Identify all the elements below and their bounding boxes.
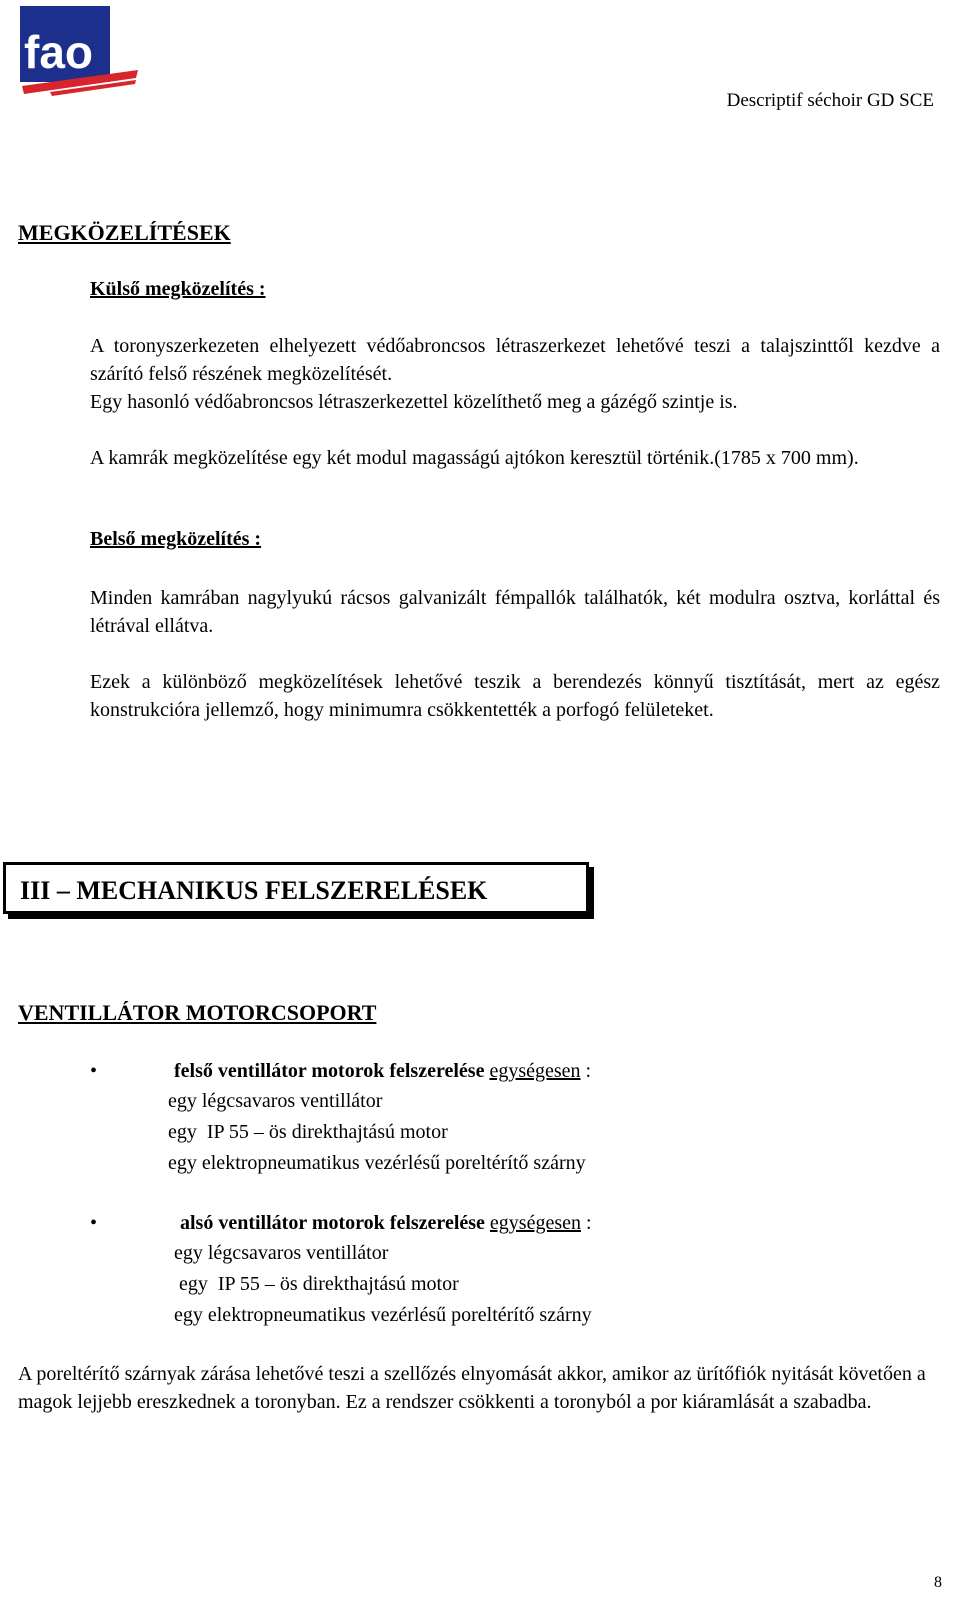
section-title: III – MECHANIKUS FELSZERELÉSEK: [20, 876, 488, 905]
fan-group-heading: VENTILLÁTOR MOTORCSOPORT: [18, 1000, 377, 1025]
internal-approach-paragraph-1: Minden kamrában nagylyukú rácsos galvanizált fémpallók találhatók, két modulra osztva, korláttal és létrával ellátva.: [90, 587, 940, 637]
external-approach-paragraph-2: Egy hasonló védőabroncsos létraszerkezettel közelíthető meg a gázégő szintje is.: [90, 391, 738, 413]
external-approach-paragraph-1: A toronyszerkezeten elhelyezett védőabroncsos létraszerkezet lehetővé teszi a talajszinttől kezdve a szárító felső részének megközelítését.: [90, 335, 940, 385]
lower-fan-item: egy IP 55 – ös direkthajtású motor: [174, 1273, 459, 1295]
fao-logo: [20, 6, 140, 98]
upper-bullet: •: [90, 1060, 98, 1082]
upper-fan-item: egy légcsavaros ventillátor: [168, 1090, 383, 1112]
lower-fan-title-suffix: :: [581, 1212, 592, 1234]
logo-text: fao: [24, 26, 93, 78]
upper-fan-title-bold: felső ventillátor motorok felszerelése: [174, 1060, 485, 1082]
upper-fan-title: [174, 1060, 591, 1083]
closing-paragraph: A poreltérítő szárnyak zárása lehetővé teszi a szellőzés elnyomását akkor, amikor az ürítőfiók nyitását követően a magok lejjebb ereszkednek a toronyban. Ez a rendszer csökkenti a toronyból a por kiáramlását a szabadba.: [18, 1363, 926, 1413]
upper-fan-title-suffix: :: [580, 1060, 592, 1082]
internal-approach-paragraph-2: Ezek a különböző megközelítések lehetővé teszik a berendezés könnyű tisztítását, mert az egész konstrukcióra jellemző, hogy minimumra csökkentették a porfogó felületeket.: [90, 671, 940, 721]
lower-fan-title-underline: egységesen: [489, 1212, 581, 1234]
approach-heading: MEGKÖZELÍTÉSEK: [18, 220, 231, 245]
section-title-box: [3, 862, 589, 914]
external-approach-paragraph-3: A kamrák megközelítése egy két modul magasságú ajtókon keresztül történik.(1785 x 700 mm).: [90, 447, 859, 469]
upper-fan-title-underline: egységesen: [489, 1060, 581, 1082]
lower-fan-item: egy elektropneumatikus vezérlésű poreltérítő szárny: [174, 1304, 592, 1326]
internal-approach-heading: Belső megközelítés :: [90, 528, 262, 550]
lower-bullet: •: [90, 1212, 98, 1234]
lower-fan-title-bold: alsó ventillátor motorok felszerelése: [180, 1212, 485, 1234]
upper-fan-item: egy IP 55 – ös direkthajtású motor: [168, 1121, 448, 1143]
page-number: 8: [934, 1574, 942, 1591]
lower-fan-title: [180, 1212, 592, 1235]
upper-fan-item: egy elektropneumatikus vezérlésű poreltérítő szárny: [168, 1152, 586, 1174]
document-title: Descriptif séchoir GD SCE: [726, 90, 934, 111]
external-approach-heading: Külső megközelítés :: [90, 278, 266, 300]
lower-fan-item: egy légcsavaros ventillátor: [174, 1242, 389, 1264]
